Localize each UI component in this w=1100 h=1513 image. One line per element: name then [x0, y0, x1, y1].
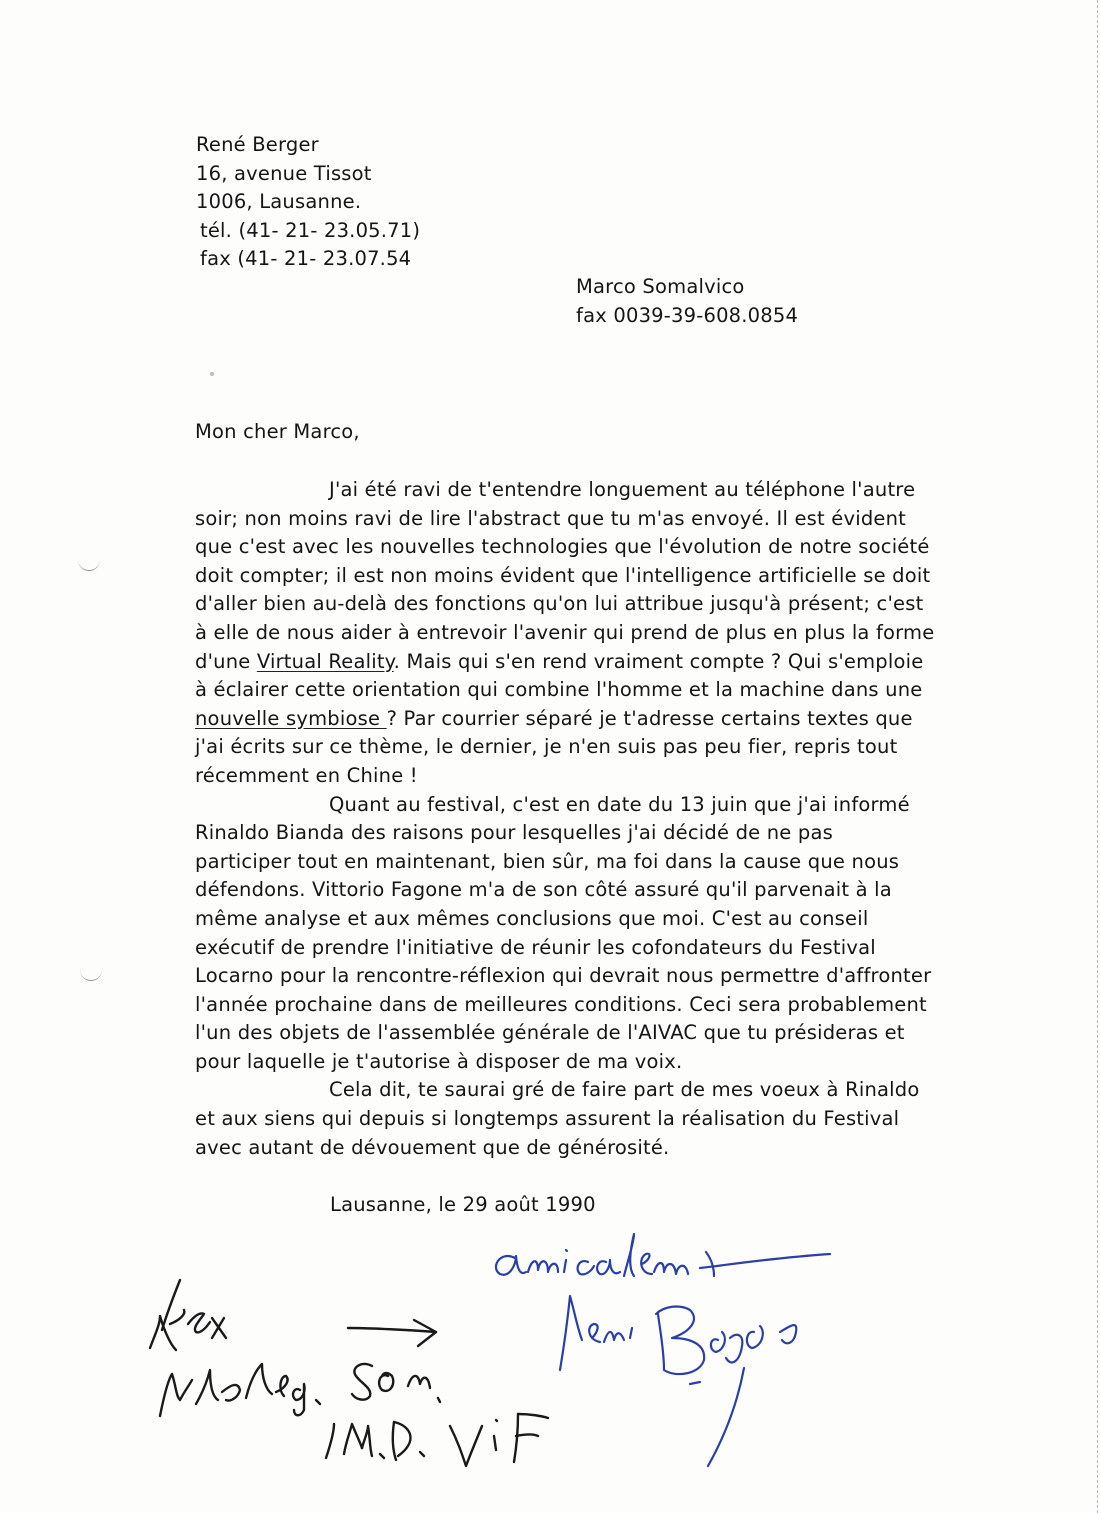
punch-hole-mark	[78, 560, 100, 571]
sender-fax: fax (41- 21- 23.07.54	[200, 247, 412, 271]
sender-street: 16, avenue Tissot	[196, 161, 372, 185]
handwritten-area	[0, 1220, 1100, 1510]
underlined-nouvelle-symbiose: nouvelle symbiose	[195, 706, 387, 730]
letter-body	[195, 476, 935, 1162]
paragraph-1-text-b: . Mais qui s'en rend vraiment compte ? Qui s'emploie à éclairer cette orientation qui combine l'homme et la machine dans une	[195, 649, 924, 702]
scan-speck	[210, 372, 214, 376]
sender-address	[196, 131, 420, 274]
recipient-fax: fax 0039-39-608.0854	[576, 303, 799, 327]
paragraph-3: Cela dit, te saurai gré de faire part de mes voeux à Rinaldo et aux siens qui depuis si longtemps assurent la réalisation du Festival avec autant de dévouement que de générosité.	[195, 1078, 920, 1159]
punch-hole-mark	[80, 970, 102, 981]
sender-tel: tél. (41- 21- 23.05.71)	[200, 218, 421, 242]
place-date: Lausanne, le 29 août 1990	[330, 1193, 596, 1216]
recipient-name: Marco Somalvico	[576, 275, 745, 298]
handwritten-signature	[496, 1234, 830, 1276]
salutation: Mon cher Marco,	[195, 420, 360, 443]
underlined-virtual-reality: Virtual Reality	[256, 649, 394, 673]
handwriting-svg	[0, 1220, 1100, 1510]
paragraph-1	[195, 476, 935, 791]
paragraph-2: Quant au festival, c'est en date du 13 juin que j'ai informé Rinaldo Bianda des raisons pour lesquelles j'ai décidé de ne pas participer tout en maintenant, bien sûr, ma foi dans la cause que nous défendons. Vittorio Fagone m'a de son côté assuré qu'il parvenait à la même analyse et aux mêmes conclusions que moi. C'est au conseil exécutif de prendre l'initiative de réunir les cofondateurs du Festival Locarno pour la rencontre-réflexion qui devrait nous permettre d'affronter l'année prochaine dans de meilleures conditions. Ceci sera probablement l'un des objets de l'assemblée générale de l'AIVAC que tu présideras et pour laquelle je t'autorise à disposer de ma voix.	[195, 792, 932, 1073]
recipient-address	[576, 273, 798, 330]
handwritten-annotation	[150, 1280, 548, 1466]
sender-name: René Berger	[196, 133, 319, 156]
paragraph-1-text-c: ? Par courrier séparé je t'adresse certains textes que j'ai écrits sur ce thème, le dernier, je n'en suis pas peu fier, repris tout récemment en Chine !	[195, 706, 913, 787]
paragraph-1-text-a: J'ai été ravi de t'entendre longuement au téléphone l'autre soir; non moins ravi de lire l'abstract que tu m'as envoyé. Il est évident que c'est avec les nouvelles technologies que l'évolution de notre société doit compter; il est non moins évident que l'intelligence artificielle se doit d'aller bien au-delà des fonctions qu'on lui attribue jusqu'à présent; c'est à elle de nous aider à entrevoir l'avenir qui prend de plus en plus la forme d'une	[195, 478, 935, 673]
sender-city: 1006, Lausanne.	[196, 190, 362, 214]
